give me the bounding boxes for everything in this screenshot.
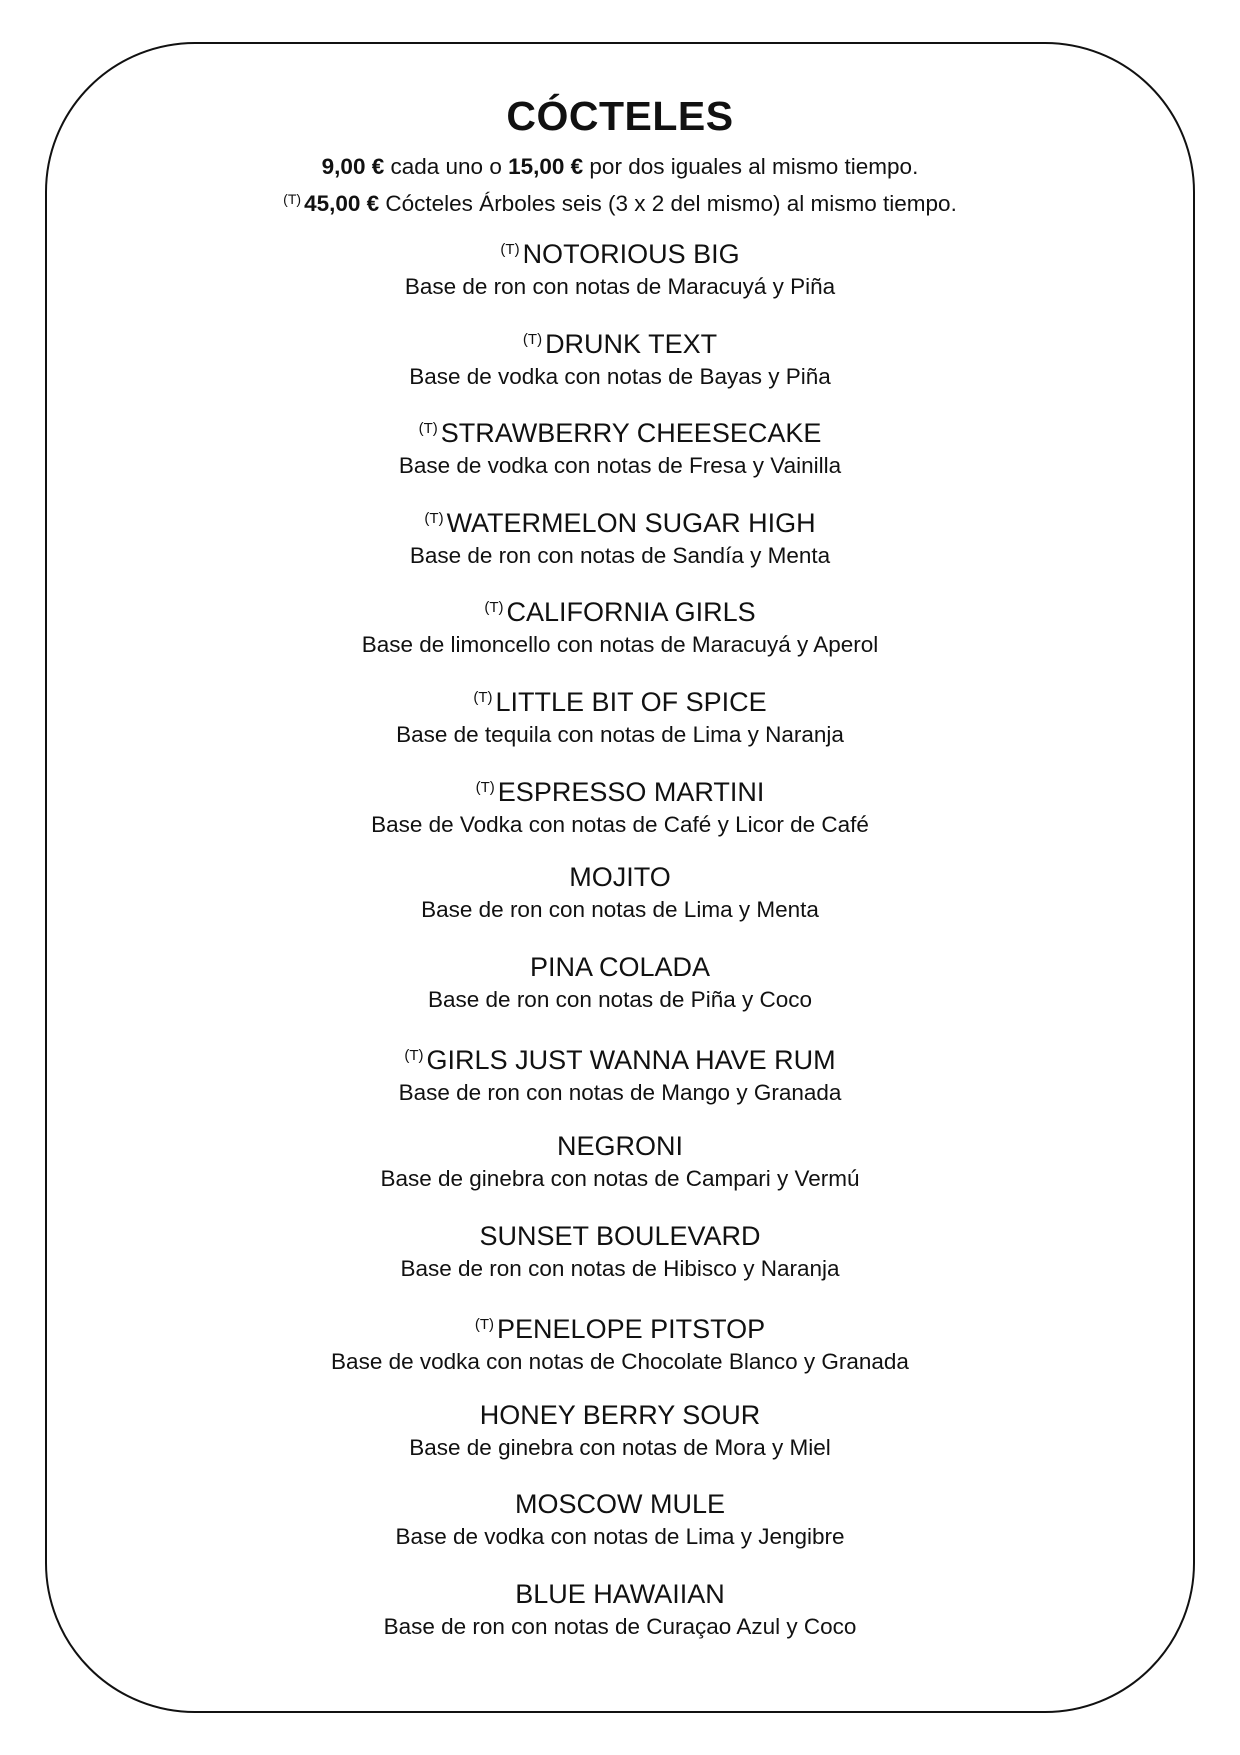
- cocktail-name: [45, 407, 1195, 451]
- pricing-text-tree: Cócteles Árboles seis (3 x 2 del mismo) al mismo tiempo.: [379, 191, 957, 216]
- list-item: [45, 1124, 1195, 1214]
- cocktail-name-text: SUNSET BOULEVARD: [479, 1220, 761, 1251]
- price-pair: 15,00 €: [508, 154, 584, 179]
- pricing-line-2: [45, 183, 1195, 220]
- tree-marker: (T): [283, 191, 302, 207]
- pricing-line-1: [45, 151, 1195, 183]
- cocktail-description: Base de ron con notas de Sandía y Menta: [409, 542, 831, 568]
- cocktail-description: Base de vodka con notas de Fresa y Vainilla: [398, 453, 842, 479]
- cocktail-name: [45, 1303, 1195, 1347]
- tree-marker: (T): [500, 241, 520, 258]
- list-item: [45, 1393, 1195, 1483]
- cocktail-description: Base de vodka con notas de Bayas y Piña: [409, 363, 831, 389]
- cocktail-description: Base de ron con notas de Maracuyá y Piña: [404, 274, 836, 299]
- cocktail-name-text: HONEY BERRY SOUR: [479, 1399, 761, 1430]
- cocktail-name: [45, 228, 1195, 272]
- cocktail-list: [45, 228, 1195, 1662]
- cocktail-name: [45, 766, 1195, 810]
- pricing-text-b: por dos iguales al mismo tiempo.: [583, 154, 919, 179]
- page-title: CÓCTELES: [506, 93, 734, 139]
- cocktail-description: Base de ron con notas de Mango y Granada: [398, 1080, 842, 1106]
- list-item: [45, 766, 1195, 856]
- cocktail-name-text: STRAWBERRY CHEESECAKE: [440, 418, 822, 449]
- cocktail-name-text: NEGRONI: [556, 1130, 683, 1161]
- list-item: [45, 318, 1195, 408]
- cocktail-name: [45, 318, 1195, 362]
- cocktail-name-text: GIRLS JUST WANNA HAVE RUM: [426, 1045, 836, 1076]
- cocktail-name: [45, 1482, 1195, 1522]
- tree-marker: (T): [418, 420, 438, 438]
- tree-marker: (T): [474, 1316, 495, 1334]
- cocktail-description: Base de ron con notas de Curaçao Azul y Coco: [383, 1613, 857, 1639]
- cocktail-description: Base de limoncello con notas de Maracuyá y Aperol: [361, 632, 879, 658]
- cocktail-description: Base de tequila con notas de Lima y Naranja: [396, 721, 844, 747]
- cocktail-name: [45, 1034, 1195, 1078]
- cocktail-name-text: PENELOPE PITSTOP: [497, 1314, 766, 1345]
- cocktail-name: [45, 497, 1195, 541]
- cocktail-description: Base de vodka con notas de Chocolate Blanco y Granada: [331, 1349, 909, 1375]
- tree-marker: (T): [522, 330, 543, 348]
- tree-marker: (T): [404, 1047, 424, 1065]
- list-item: [45, 676, 1195, 766]
- cocktail-name-text: BLUE HAWAIIAN: [515, 1578, 725, 1609]
- cocktail-name: [45, 676, 1195, 720]
- cocktail-name-text: WATERMELON SUGAR HIGH: [446, 507, 816, 538]
- cocktail-name-text: LITTLE BIT OF SPICE: [495, 686, 767, 717]
- cocktail-name-text: CALIFORNIA GIRLS: [506, 597, 756, 628]
- cocktail-name: [45, 1572, 1195, 1612]
- cocktail-description: Base de vodka con notas de Lima y Jengibre: [395, 1524, 845, 1550]
- cocktail-name: [45, 1124, 1195, 1164]
- tree-marker: (T): [424, 509, 444, 527]
- tree-marker: (T): [475, 778, 495, 796]
- cocktail-description: Base de Vodka con notas de Café y Licor de Café: [371, 811, 869, 837]
- cocktail-description: Base de ron con notas de Hibisco y Naranja: [400, 1255, 840, 1281]
- list-item: [45, 945, 1195, 1035]
- pricing-text-a: cada uno o: [384, 154, 509, 179]
- cocktail-name: [45, 855, 1195, 895]
- list-item: [45, 1303, 1195, 1393]
- cocktail-name: [45, 1393, 1195, 1433]
- list-item: [45, 407, 1195, 497]
- list-item: [45, 497, 1195, 587]
- tree-marker: (T): [473, 688, 493, 706]
- tree-marker: (T): [484, 599, 504, 617]
- cocktail-name-text: ESPRESSO MARTINI: [497, 776, 765, 807]
- cocktail-name: [45, 586, 1195, 630]
- menu-content: [45, 42, 1195, 1662]
- cocktail-name: [45, 1214, 1195, 1254]
- price-tree: 45,00 €: [304, 191, 380, 216]
- cocktail-name-text: MOJITO: [569, 862, 671, 893]
- list-item: [45, 1214, 1195, 1304]
- cocktail-description: Base de ron con notas de Lima y Menta: [421, 897, 819, 923]
- cocktail-name-text: DRUNK TEXT: [545, 328, 718, 359]
- list-item: [45, 855, 1195, 945]
- cocktail-name: [45, 945, 1195, 985]
- cocktail-name-text: NOTORIOUS BIG: [522, 239, 740, 269]
- cocktail-description: Base de ginebra con notas de Mora y Miel: [409, 1434, 831, 1460]
- cocktail-name-text: MOSCOW MULE: [514, 1489, 725, 1520]
- list-item: [45, 228, 1195, 318]
- cocktail-description: Base de ginebra con notas de Campari y Vermú: [380, 1165, 860, 1191]
- list-item: [45, 1572, 1195, 1662]
- list-item: [45, 1482, 1195, 1572]
- list-item: [45, 1034, 1195, 1124]
- list-item: [45, 586, 1195, 676]
- cocktail-name-text: PINA COLADA: [529, 951, 711, 982]
- price-single: 9,00 €: [321, 154, 385, 179]
- cocktail-description: Base de ron con notas de Piña y Coco: [428, 986, 812, 1012]
